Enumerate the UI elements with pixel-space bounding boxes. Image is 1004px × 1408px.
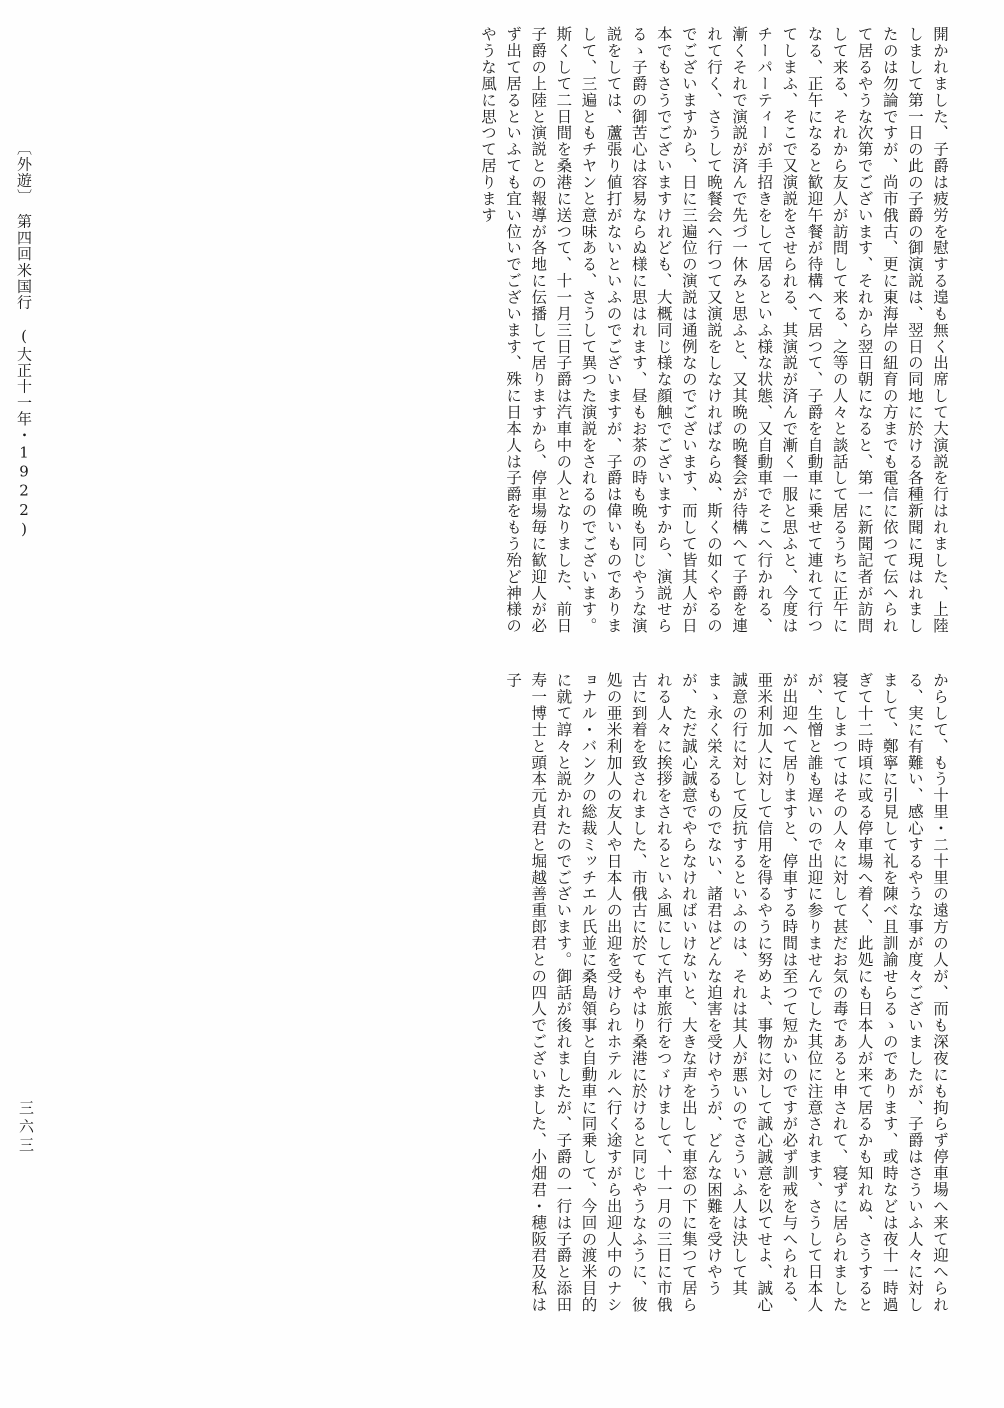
running-head: 〔外遊〕 第四回米国行 (大正十一年・1922): [15, 140, 33, 540]
body-text-lower: からして、もう十里・二十里の遠方の人が、而も深夜にも拘らず停車場へ来て迎へられる、実に有難い、感心するやうな事が度々ございましたが、子爵はさういふ人々に対しまして、鄭寧に引見して礼を陳べ且訓諭せらるゝのであります、或時などは夜十一時過ぎて十二時頃に或る停車場へ着く、此処にも日本人が来て居るかも知れぬ、さうすると寝てしまつてはその人々に対して甚だお気の毒であると申されて、寝ずに居られましたが、生憎と誰も遅いので出迎に参りませんでした其位に注意されます、さうして日本人が出迎へて居りますと、停車する時間は至つて短かいのですが必ず訓戒を与へられる、亜米利加人に対して信用を得るやうに努めよ、事物に対して誠心誠意を以てせよ、誠心誠意の行に対して反抗するといふのは、それは其人が悪いのでさういふ人は決して其まゝ永く栄えるものでない、諸君はどんな迫害を受けやうが、どんな困難を受けやうが、ただ誠心誠意でやらなければいけないと、大きな声を出して車窓の下に集つて居られる人々に挨拶をされるといふ風にして汽車旅行をつゞけまして、十一月の三日に市俄古に到着を致されました、市俄古に於てもやはり桑港に於けると同じやうなふうに、彼処の亜米利加人の友人や日本人の出迎を受けられホテルへ行く途すがら出迎人中のナショナル・バンクの総裁ミッチエル氏並に桑島領事と自動車に同乗して、今回の渡米目的に就て諄々と説かれたのでございます。御話が後れましたが、子爵の一行は子爵と添田寿一博士と頭本元貞君と堀越善重郎君との四人でございました、小畑君・穂阪君及私は子: [504, 672, 949, 1313]
page-number: 三六三: [17, 1100, 35, 1155]
body-text-upper: 開かれました、子爵は疲労を慰する遑も無く出席して大演説を行はれました、上陸しまして第一日の此の子爵の御演説は、翌日の同地に於ける各種新聞に現はれましたのは勿論ですが、尚市俄古、更に東海岸の紐育の方までも電信に依つて伝へられて居るやうな次第でございます、それから翌日朝になると、第一に新聞記者が訪問して来る、それから友人が訪問して来る、之等の人々と談話して居るうちに正午になる、正午になると歓迎午餐が待構へて居つて、子爵を自動車に乗せて連れて行つてしまふ、そこで又演説をさせられる、其演説が済んで漸く一服と思ふと、今度はチーパーティーが手招きをして居るといふ様な状態、又自動車でそこへ行かれる、漸くそれで演説が済んで先づ一休みと思ふと、又其晩の晩餐会が待構へて子爵を連れて行く、さうして晩餐会へ行つて又演説をしなければならぬ、斯くの如くやるのでございますから、日に三遍位の演説は通例なのでございます、而して皆其人が日本でもさうでございますけれども、大概同じ様な顔触でございますから、演説せらるゝ子爵の御苦心は容易ならぬ様に思はれます、昼もお茶の時も晩も同じやうな演説をしては、蘆張り値打がないといふのでございますが、子爵は偉いものでありまして、三遍ともチヤンと意味ある、さうして異つた演説をされるのでございます。斯くして二日間を桑港に送つて、十一月三日子爵は汽車中の人となりました、前日子爵の上陸と演説との報導が各地に伝播して居りますから、停車場毎に歓迎人が必ず出て居るといふても宜い位いでございます、殊に日本人は子爵をもう殆ど神様のやうな風に思つて居ります: [479, 26, 949, 634]
